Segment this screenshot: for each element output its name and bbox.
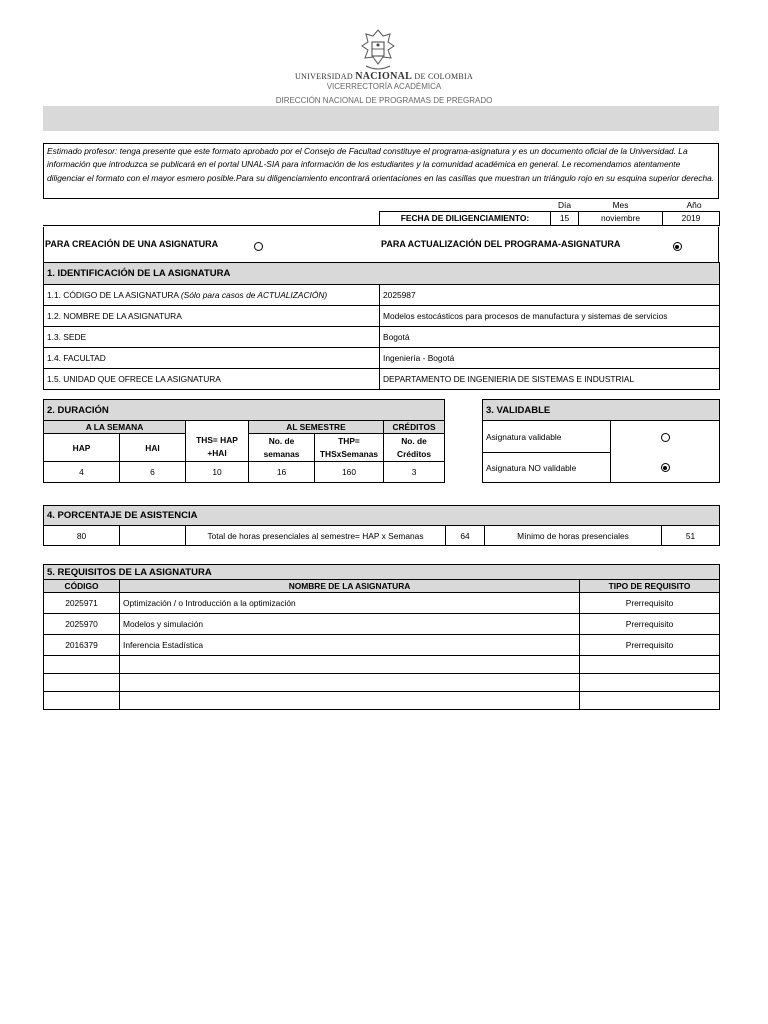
total-label: Total de horas presenciales al semestre= HAP x Semanas: [186, 526, 446, 546]
ths-value[interactable]: 10: [186, 462, 249, 483]
identificacion-title: 1. IDENTIFICACIÓN DE LA ASIGNATURA: [44, 263, 720, 285]
validable-no-cell: [611, 453, 720, 483]
req-codigo-cell[interactable]: [44, 692, 120, 710]
dia-value[interactable]: 15: [551, 211, 579, 225]
duracion-title: 2. DURACIÓN: [44, 400, 445, 421]
facultad-label: 1.4. FACULTAD: [44, 348, 380, 369]
hai-header: HAI: [120, 434, 186, 462]
facultad-value[interactable]: Ingeniería - Bogotá: [380, 348, 720, 369]
hai-value[interactable]: 6: [120, 462, 186, 483]
thp-value[interactable]: 160: [315, 462, 384, 483]
university-prefix: UNIVERSIDAD: [294, 72, 353, 81]
req-tipo-cell[interactable]: [580, 674, 720, 692]
semestre-header: AL SEMESTRE: [249, 421, 384, 434]
codigo-label: [44, 285, 380, 306]
nombre-value[interactable]: Modelos estocásticos para procesos de manufactura y sistemas de servicios: [380, 306, 720, 327]
validable-si-radio[interactable]: [661, 433, 670, 442]
table-row: [44, 635, 720, 656]
requisitos-table: [43, 564, 720, 710]
ths-header: [186, 434, 249, 462]
semanas-header: [249, 434, 315, 462]
req-tipo-cell[interactable]: [580, 656, 720, 674]
unidad-value[interactable]: DEPARTAMENTO DE INGENIERIA DE SISTEMAS E INDUSTRIAL: [380, 369, 720, 390]
hap-value[interactable]: 4: [44, 462, 120, 483]
asistencia-title: 4. PORCENTAJE DE ASISTENCIA: [44, 506, 720, 526]
instruction-note: Estimado profesor: tenga presente que este formato aprobado por el Consejo de Facultad constituye el programa-asignatura y es un documento oficial de la Universidad. La información que introduzca se publicará en el portal UNAL-SIA para información de los estudiantes y la comunidad académica en general. Le recomendamos atentamente diligenciar el formato con el mayor esmero posible.Para su diligenciamiento encontrará orientaciones en las casillas que muestran un triángulo rojo en su esquina superior derecha.: [43, 143, 719, 199]
fecha-divider: [43, 225, 379, 226]
actualizacion-label: PARA ACTUALIZACIÓN DEL PROGRAMA-ASIGNATURA: [381, 239, 621, 249]
nocred-header-line1: No. de: [401, 435, 427, 446]
university-name: [0, 71, 768, 82]
mes-value[interactable]: noviembre: [579, 211, 663, 225]
req-codigo-cell[interactable]: [44, 674, 120, 692]
semanas-value[interactable]: 16: [249, 462, 315, 483]
col-codigo: CÓDIGO: [44, 580, 120, 593]
thp-header: [315, 434, 384, 462]
minimo-value[interactable]: 51: [662, 526, 720, 546]
tipo-row: [43, 227, 719, 263]
university-main: NACIONAL: [355, 71, 413, 82]
thp-header-line2: THSxSemanas: [319, 448, 379, 459]
req-tipo-cell[interactable]: Prerrequisito: [580, 635, 720, 656]
university-suffix: DE COLOMBIA: [414, 72, 474, 81]
req-nombre-cell[interactable]: [120, 692, 580, 710]
minimo-label: Mínimo de horas presenciales: [485, 526, 662, 546]
fecha-table: [379, 199, 720, 226]
semana-header: A LA SEMANA: [44, 421, 186, 434]
nocred-header-line2: Créditos: [397, 448, 432, 459]
porcentaje-empty: [120, 526, 186, 546]
anio-value[interactable]: 2019: [663, 211, 720, 225]
table-row: [44, 656, 720, 674]
total-value[interactable]: 64: [446, 526, 485, 546]
fecha-spacer: [380, 199, 551, 211]
req-nombre-cell[interactable]: Modelos y simulación: [120, 614, 580, 635]
table-row: [44, 674, 720, 692]
req-nombre-cell[interactable]: Inferencia Estadística: [120, 635, 580, 656]
sede-label: 1.3. SEDE: [44, 327, 380, 348]
col-nombre: NOMBRE DE LA ASIGNATURA: [120, 580, 580, 593]
ths-spacer: [186, 421, 249, 434]
req-tipo-cell[interactable]: Prerrequisito: [580, 593, 720, 614]
codigo-note: (Sólo para casos de ACTUALIZACIÓN): [180, 290, 328, 300]
direccion: DIRECCIÓN NACIONAL DE PROGRAMAS DE PREGRADO: [275, 96, 493, 105]
mes-label: Mes: [612, 199, 629, 210]
col-tipo: TIPO DE REQUISITO: [580, 580, 720, 593]
validable-no-label: Asignatura NO validable: [483, 453, 611, 483]
table-row: [44, 593, 720, 614]
req-codigo-cell[interactable]: [44, 656, 120, 674]
req-tipo-cell[interactable]: Prerrequisito: [580, 614, 720, 635]
semanas-header-line1: No. de: [268, 435, 295, 446]
sede-value[interactable]: Bogotá: [380, 327, 720, 348]
req-codigo-cell[interactable]: 2025970: [44, 614, 120, 635]
req-tipo-cell[interactable]: [580, 692, 720, 710]
university-crest-icon: [358, 28, 398, 72]
creacion-label: PARA CREACIÓN DE UNA ASIGNATURA: [45, 239, 219, 249]
fecha-label: FECHA DE DILIGENCIAMIENTO:: [380, 211, 551, 225]
semanas-header-line2: semanas: [263, 448, 300, 459]
hap-header: HAP: [44, 434, 120, 462]
dia-label: Día: [557, 199, 572, 210]
asistencia-table: [43, 505, 720, 546]
validable-si-cell: [611, 421, 720, 453]
req-nombre-cell[interactable]: [120, 674, 580, 692]
porcentaje-value[interactable]: 80: [44, 526, 120, 546]
creacion-radio[interactable]: [254, 242, 263, 251]
validable-title: 3. VALIDABLE: [483, 400, 720, 421]
validable-no-radio[interactable]: [661, 463, 670, 472]
nombre-label: 1.2. NOMBRE DE LA ASIGNATURA: [44, 306, 380, 327]
req-nombre-cell[interactable]: [120, 656, 580, 674]
creditos-header: CRÉDITOS: [384, 421, 445, 434]
nocred-header: [384, 434, 445, 462]
req-nombre-cell[interactable]: Optimización / o Introducción a la optimización: [120, 593, 580, 614]
actualizacion-radio[interactable]: [673, 242, 682, 251]
thp-header-line1: THP=: [338, 435, 360, 446]
vicerrectoria: VICERRECTORÍA ACADÉMICA: [326, 82, 442, 91]
requisitos-title: 5. REQUISITOS DE LA ASIGNATURA: [44, 565, 720, 580]
gray-banner: [43, 106, 719, 131]
anio-label: Año: [686, 199, 702, 210]
ths-header-line2: +HAI: [207, 448, 227, 459]
creditos-value[interactable]: 3: [384, 462, 445, 483]
codigo-value[interactable]: 2025987: [380, 285, 720, 306]
validable-si-label: Asignatura validable: [483, 421, 611, 453]
codigo-label-text: 1.1. CÓDIGO DE LA ASIGNATURA: [47, 290, 179, 300]
duracion-table: [43, 399, 445, 483]
ths-header-line1: THS= HAP: [196, 435, 238, 446]
req-codigo-cell[interactable]: 2016379: [44, 635, 120, 656]
table-row: [44, 692, 720, 710]
table-row: [44, 614, 720, 635]
unidad-label: 1.5. UNIDAD QUE OFRECE LA ASIGNATURA: [44, 369, 380, 390]
req-codigo-cell[interactable]: 2025971: [44, 593, 120, 614]
identificacion-table: [43, 262, 720, 390]
validable-table: [482, 399, 720, 483]
